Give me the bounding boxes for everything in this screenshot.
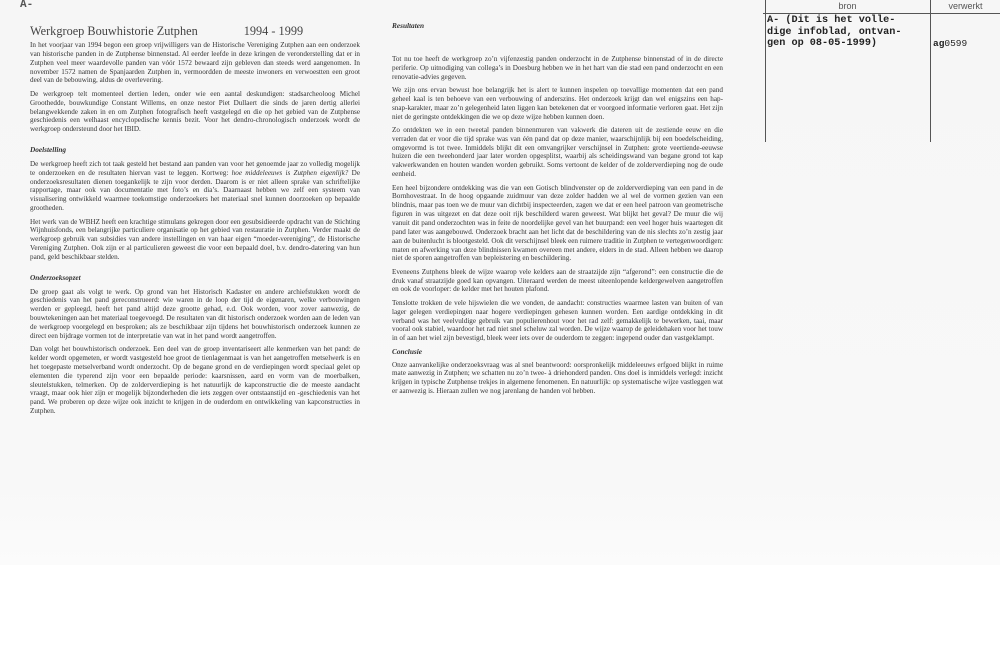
verwerkt-code: 0599 xyxy=(944,38,968,49)
page-mark: A- xyxy=(20,0,34,11)
resultaten-paragraph: Tenslotte trokken de vele hijswielen die we vonden, de aandacht: constructies waarmee lasten van buiten of van lager gelegen verdiepingen naar hogere verdiepingen gehesen kunnen worden. Een aardige ontdekking in dit verband was het veelvuldige gebruik van populierenhout voor het rad zelf: gemakkelijk te bewerken, taai, maar vooral ook stabiel, waardoor het rad niet snel scheluw zal worden. De wijze waarop de geleidehaken voor het touw in of aan het wiel zijn bevestigd, bleek weer iets over de ouderdom te zeggen: ingepend ouder dan vastgeklampt. xyxy=(392,298,723,343)
table-header-divider xyxy=(763,13,1000,14)
italic-question: hoe middeleeuws is Zutphen eigenlijk? xyxy=(231,168,349,177)
title-text: Werkgroep Bouwhistorie Zutphen xyxy=(30,24,198,38)
onderzoeksopzet-paragraph: Dan volgt het bouwhistorisch onderzoek. Een deel van de groep inventariseert alle kenmerken van het pand: de kelder wordt opgemeten, er wordt vastgesteld hoe groot de tienlagenmaat is van het aangetroffen metselwerk is en het toegepaste metselverband wordt onderzocht. Op de begane grond en de verdiepingen wordt speciaal gelet op elementen die typerend zijn voor een bepaalde periode: kaarsnissen, aard en vorm van de moerbalken, sleutelstukken, telmerken. Op de zolderverdieping is het natuurlijk de kapconstructie die de meeste aandacht vraagt, maar ook hier zijn er mogelijk bijzonderheden die iets zeggen over ontstaanstijd en -geschiedenis van het pand. We proberen op deze wijze ook inzicht te krijgen in de ouderdom en ontwikkeling van kapconstructies in Zutphen. xyxy=(30,345,360,416)
resultaten-paragraph: Een heel bijzondere ontdekking was die van een Gotisch blindvenster op de zolderverdieping van een pand in de Bornhovestraat. In de hoog opgaande zuidmuur van deze zolder hadden we al wel de vormen gezien van een blindnis, maar pas toen we de muur van dichtbij inspecteerden, zagen we dat er een heel patroon van geometrische figuren in was uitgezet en dat deze ooit rijk beschilderd waren geweest. Wat blijkt het geval? De muur die wij vanuit dit pand onderzochten was in feite de noordelijke gevel van het buurpand: een veel hoger huis waartegen dit pand later was aangebouwd. Onderzoek bracht aan het licht dat de beschildering van de nis slechts zo’n zestig jaar aan de buitenlucht is blootgesteld. Ook dit verschijnsel bleek een ruimere traditie in Zutphen te vertegenwoordigen: maten en afwerking van deze blindnissen kwamen overeen met andere, elders in de stad. Alleen hebben we daarop niet de sporen aangetroffen van bepleistering en beschildering. xyxy=(392,183,723,263)
conclusie-paragraph: Onze aanvankelijke onderzoeksvraag was al snel beantwoord: oorspronkelijk middeleeuws erfgoed blijkt in ruime mate aanwezig in Zutphen; we schatten nu zo’n twee- à driehonderd panden. Ons doel is inmiddels verlegd: inzicht krijgen in typische Zutphense trekjes in algemene fenomenen. En natuurlijk: op systematische wijze vastleggen wat er aanwezig is. Hieraan zullen we nog jarenlang de handen vol hebben. xyxy=(392,360,723,396)
resultaten-paragraph: Zo ontdekten we in een tweetal panden binnenmuren van vakwerk die dateren uit de zestiende eeuw en die verraden dat er voor die tijd sprake was van één pand dat op deze manier, waarschijnlijk bij een boedelscheiding, omgevormd is tot twee. Inmiddels blijkt dit een omvangrijker verschijnsel in Zutphen: grote veertiende-eeuwse huizen die een tweehonderd jaar later worden opgesplitst, waarbij als scheidingswand van begane grond tot kap vakwerkwanden en houten wanden worden gebruikt. Soms vertoont de kelder of de zolderverdieping nog de oude eenheid. xyxy=(392,125,723,179)
heading-onderzoeksopzet: Onderzoeksopzet xyxy=(30,272,81,282)
doelstelling-paragraph: Het werk van de WBHZ heeft een krachtige stimulans gekregen door een gesubsidieerde opdracht van de Stichting Wijnhuisfonds, een belangrijke particuliere organisatie op het gebied van restauratie in Zutphen. Verder maakt de werkgroep gebruik van subsidies van andere instellingen en van haar eigen “moeder-vereniging”, de Historische Vereniging Zutphen. Ook zijn er al particulieren geweest die voor een bepaald doel, b.v. dendro-datering van hun pand, geld beschikbaar stelden. xyxy=(30,217,360,261)
verwerkt-entry xyxy=(933,38,967,49)
text-run: De werkgroep heeft zich tot taak gesteld het bestand aan panden van voor het genoemde jaar zo volledig mogelijk te onderzoeken en de resultaten hiervan vast te leggen. Kortweg: xyxy=(30,159,360,177)
onderzoeksopzet-paragraph: De groep gaat als volgt te werk. Op grond van het Historisch Kadaster en andere archiefstukken wordt de geschiedenis van het pand gereconstrueerd: wie waren in de loop der tijd de eigenaren, welke verbouwingen werden er gepleegd, heeft het pand altijd deze grootte gehad, e.d. Ook worden, voor zover aanwezig, de bouwtekeningen aan het materiaal toegevoegd. De resultaten van dit historisch onderzoek worden aan de leden van de werkgroep voorgelegd en besproken; als ze beschikbaar zijn tijdens het bouwhistorisch onderzoek kunnen ze direct een bijdrage vormen tot de interpretatie van wat in het pand wordt aangetroffen. xyxy=(30,287,360,340)
intro-paragraph: De werkgroep telt momenteel dertien leden, onder wie een aantal deskundigen: stadsarcheoloog Michel Groothedde, bouwkundige Constant Willems, en onze nestor Piet Dullaert die sinds de jaren dertig allerlei belangwekkende zaken in en om Zutphen fotografisch heeft vastgelegd en die op het gebied van de Zutphense geschiedenis een welhaast encyclopedische kennis bezit. Voor het dendro-chronologisch onderzoek wordt de werkgroep ondersteund door het IBID. xyxy=(30,89,360,134)
resultaten-paragraph: We zijn ons ervan bewust hoe belangrijk het is alert te kunnen inspelen op toevallige momenten dat een pand geheel kaal is ten behoeve van een verbouwing of anderszins. Het onderzoek krijgt dan wel enigszins een hap-snap-karakter, maar zo’n gelegenheid laten liggen kan betekenen dat er voorgoed informatie verloren gaat. Het zijn niet de geringste ontdekkingen die we op deze wijze hebben kunnen doen. xyxy=(392,85,723,121)
table-border-left xyxy=(765,0,766,142)
resultaten-paragraph: Tot nu toe heeft de werkgroep zo’n vijfenzestig panden onderzocht in de Zutphense binnenstad of in de directe periferie. Op uitnodiging van collega’s in Doesburg hebben we in het hart van die stad een pand onderzocht en een renovatie-advies gegeven. xyxy=(392,54,723,81)
verwerkt-prefix: ag xyxy=(933,38,945,49)
middle-column xyxy=(392,22,723,401)
table-column-divider xyxy=(930,0,931,142)
resultaten-paragraph: Eveneens Zutphens bleek de wijze waarop vele kelders aan de straatzijde zijn “afgerond”: een constructie die de druk vanaf straatzijde goed kan opvangen. Uiteraard werden de meest uiteenlopende keldergewelven aangetroffen en ook de voorloper: de kelder met het houten plafond. xyxy=(392,267,723,294)
heading-conclusie: Conclusie xyxy=(392,346,423,356)
verwerkt-header: verwerkt xyxy=(948,1,983,11)
bron-header: bron xyxy=(838,1,857,11)
heading-doelstelling: Doelstelling xyxy=(30,145,67,155)
source-stamp-table xyxy=(763,0,1000,142)
bron-entry: A- (Dit is het volle- dige infoblad, ontvan- gen op 08-05-1999) xyxy=(767,15,902,49)
left-column xyxy=(30,24,360,421)
heading-resultaten: Resultaten xyxy=(392,21,425,30)
intro-paragraph: In het voorjaar van 1994 begon een groep vrijwilligers van de Historische Vereniging Zutphen aan een onderzoek van historische panden in de Zutphense binnenstad. Al eerder leefde in deze kringen de veronderstelling dat er in Zutphen veel meer waardevolle panden van vóór 1572 bewaard zijn gebleven dan steeds werd aangenomen. In november 1572 namen de Spanjaarden Zutphen in, vermoordden de meeste inwoners en verwoestten een groot deel van de bebouwing, aldus de overlevering. xyxy=(30,41,360,85)
title-years: 1994 - 1999 xyxy=(243,24,304,38)
text-run: De onderzoeksresultaten dienen toegankelijk te zijn voor derden. Daarom is er niet alleen sprake van schriftelijke rapportage, maar ook van documentatie met foto’s en dia’s. Daarnaast hebben we zelf een systeem van visualisering ontwikkeld waarmee toekomstige onderzoekers het materiaal snel kunnen doorzoeken op bepaalde grootheden. xyxy=(30,168,360,213)
doelstelling-paragraph xyxy=(30,160,360,213)
document-title xyxy=(30,24,360,38)
